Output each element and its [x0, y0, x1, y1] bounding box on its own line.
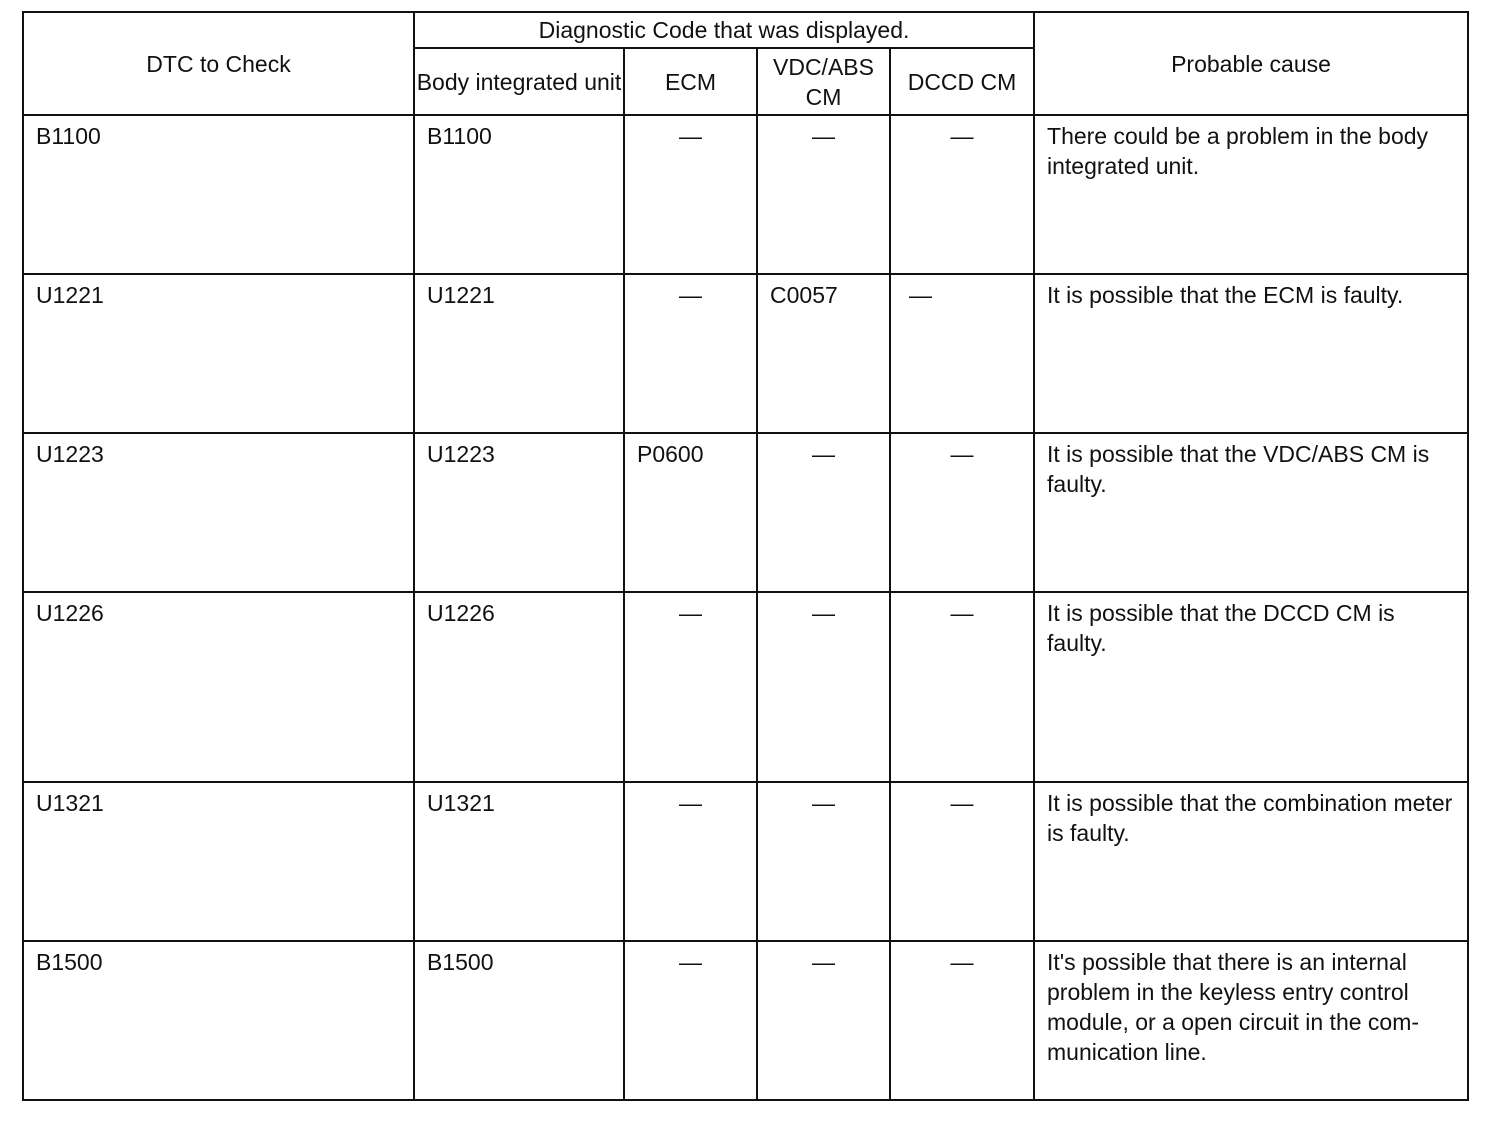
- cell-body-unit: [414, 941, 624, 1100]
- cell-dccd: [890, 941, 1034, 1100]
- cell-dccd: [890, 433, 1034, 592]
- table-row: [23, 274, 1468, 433]
- cell-vdc-abs-text: —: [812, 123, 835, 149]
- cell-dtc: [23, 115, 414, 274]
- cell-body-unit-text: U1321: [427, 790, 495, 816]
- cell-dtc: [23, 941, 414, 1100]
- cell-ecm-text: —: [679, 949, 702, 975]
- cell-dtc-text: U1226: [36, 600, 104, 626]
- cell-dccd: [890, 115, 1034, 274]
- cell-dccd-text: —: [950, 441, 974, 467]
- cell-dccd-text: —: [950, 600, 974, 626]
- cell-ecm-text: —: [679, 790, 702, 816]
- cell-dtc-text: U1223: [36, 441, 104, 467]
- cell-body-unit: [414, 115, 624, 274]
- cell-vdc-abs: [757, 433, 890, 592]
- cell-vdc-abs-text: —: [812, 600, 835, 626]
- cell-body-unit: [414, 592, 624, 782]
- cell-dccd-text: —: [950, 790, 974, 816]
- cell-probable-cause: [1034, 433, 1468, 592]
- cell-ecm: [624, 592, 757, 782]
- cell-probable-cause-text: It is possible that the DCCD CM is faulty.: [1047, 600, 1395, 656]
- cell-body-unit: [414, 274, 624, 433]
- cell-probable-cause-text: It is possible that the ECM is faulty.: [1047, 282, 1404, 308]
- cell-dtc-text: U1221: [36, 282, 104, 308]
- table-body: [23, 115, 1468, 1100]
- cell-ecm: [624, 115, 757, 274]
- header-vdc-abs-cm: VDC/ABS CM: [757, 48, 890, 115]
- cell-ecm: [624, 433, 757, 592]
- cell-dtc: [23, 592, 414, 782]
- cell-probable-cause-text: There could be a problem in the body integrated unit.: [1047, 123, 1429, 179]
- table-row: [23, 115, 1468, 274]
- cell-dccd-text: —: [909, 282, 932, 308]
- cell-vdc-abs-text: C0057: [770, 282, 838, 308]
- header-ecm: ECM: [624, 48, 757, 115]
- cell-ecm-text: P0600: [637, 441, 704, 467]
- cell-dtc: [23, 274, 414, 433]
- cell-probable-cause-text: It is possible that the combination meter is faulty.: [1047, 790, 1453, 846]
- cell-probable-cause: [1034, 115, 1468, 274]
- cell-body-unit-text: U1223: [427, 441, 495, 467]
- table-row: [23, 592, 1468, 782]
- cell-vdc-abs: [757, 592, 890, 782]
- cell-body-unit: [414, 433, 624, 592]
- cell-vdc-abs-text: —: [812, 790, 835, 816]
- table-row: [23, 782, 1468, 941]
- cell-probable-cause-text: It's possible that there is an internal problem in the keyless entry control module, or a open circuit in the com-munication line.: [1047, 949, 1420, 1065]
- cell-vdc-abs: [757, 115, 890, 274]
- table-row: [23, 941, 1468, 1100]
- header-row-group: [23, 12, 1468, 48]
- cell-ecm: [624, 274, 757, 433]
- cell-vdc-abs: [757, 274, 890, 433]
- cell-body-unit-text: B1500: [427, 949, 494, 975]
- cell-ecm-text: —: [679, 600, 702, 626]
- cell-dtc: [23, 433, 414, 592]
- cell-dtc-text: B1500: [36, 949, 103, 975]
- cell-dtc-text: U1321: [36, 790, 104, 816]
- cell-probable-cause: [1034, 592, 1468, 782]
- cell-body-unit-text: U1221: [427, 282, 495, 308]
- dtc-table: [22, 11, 1469, 1101]
- cell-probable-cause: [1034, 274, 1468, 433]
- cell-ecm-text: —: [679, 282, 702, 308]
- cell-dtc-text: B1100: [36, 123, 101, 149]
- cell-vdc-abs: [757, 782, 890, 941]
- cell-dccd: [890, 782, 1034, 941]
- cell-dtc: [23, 782, 414, 941]
- cell-probable-cause: [1034, 782, 1468, 941]
- header-diagnostic-code-group: Diagnostic Code that was displayed.: [414, 12, 1034, 48]
- header-dtc-to-check: DTC to Check: [23, 12, 414, 115]
- cell-ecm: [624, 782, 757, 941]
- cell-dccd-text: —: [950, 949, 974, 975]
- cell-dccd: [890, 592, 1034, 782]
- header-body-integrated-unit: Body integrated unit: [414, 48, 624, 115]
- cell-ecm: [624, 941, 757, 1100]
- cell-body-unit: [414, 782, 624, 941]
- cell-dccd-text: —: [950, 123, 974, 149]
- cell-dccd: [890, 274, 1034, 433]
- cell-probable-cause: [1034, 941, 1468, 1100]
- cell-probable-cause-text: It is possible that the VDC/ABS CM is faulty.: [1047, 441, 1430, 497]
- table-row: [23, 433, 1468, 592]
- cell-vdc-abs: [757, 941, 890, 1100]
- table-header: [23, 12, 1468, 115]
- cell-ecm-text: —: [679, 123, 702, 149]
- cell-vdc-abs-text: —: [812, 441, 835, 467]
- cell-body-unit-text: U1226: [427, 600, 495, 626]
- header-dccd-cm: DCCD CM: [890, 48, 1034, 115]
- cell-body-unit-text: B1100: [427, 123, 492, 149]
- header-probable-cause: Probable cause: [1034, 12, 1468, 115]
- cell-vdc-abs-text: —: [812, 949, 835, 975]
